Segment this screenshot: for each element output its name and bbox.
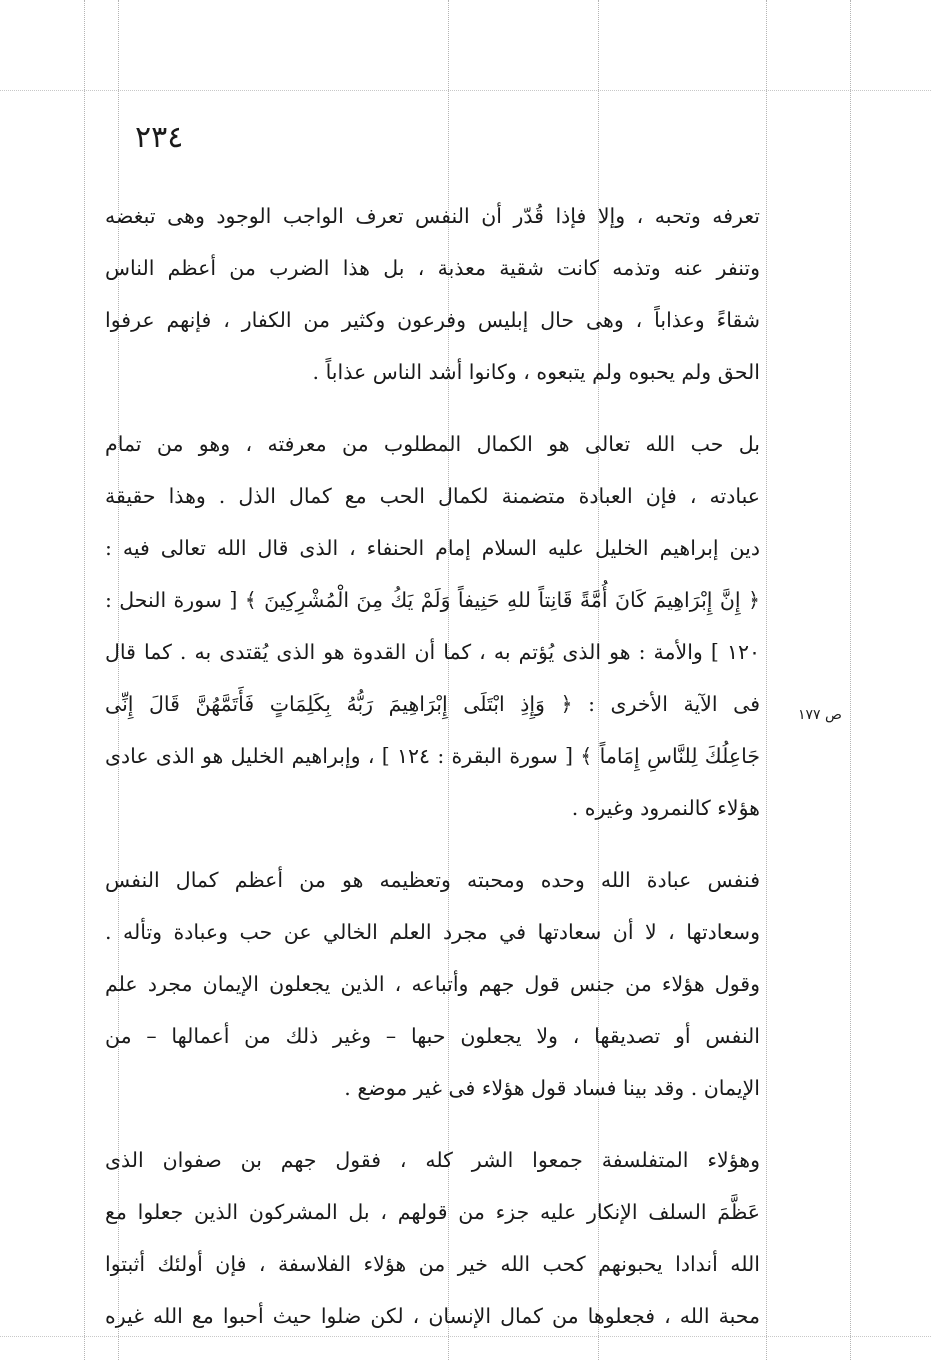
text-line: وهؤلاء المتفلسفة جمعوا الشر كله ، فقول جهم بن صفوان الذى <box>105 1148 760 1172</box>
guide-line <box>0 90 931 91</box>
guide-line <box>84 0 85 1360</box>
page-number: ٢٣٤ <box>135 120 184 155</box>
text-line: وسعادتها ، لا أن سعادتها في مجرد العلم الخالي عن حب وعبادة وتأله . <box>105 920 760 944</box>
paragraph <box>105 854 760 1114</box>
text-line: بل حب الله تعالى هو الكمال المطلوب من معرفته ، وهو من تمام <box>105 432 760 456</box>
paragraph <box>105 418 760 834</box>
text-line: دين إبراهيم الخليل عليه السلام إمام الحنفاء ، الذى قال الله تعالى فيه : <box>105 536 760 560</box>
text-line: عَظَّمَ السلف الإنكار عليه جزء من قولهم ، بل المشركون الذين جعلوا مع <box>105 1200 760 1224</box>
paragraph <box>105 190 760 398</box>
text-line: شقاءً وعذاباً ، وهى حال إبليس وفرعون وكثير من الكفار ، فإنهم عرفوا <box>105 308 760 332</box>
text-line: الإيمان . وقد بينا فساد قول هؤلاء فى غير موضع . <box>344 1076 760 1100</box>
text-line: فنفس عبادة الله وحده ومحبته وتعظيمه هو من أعظم كمال النفس <box>105 868 760 892</box>
quran-quote-line: ﴿ إِنَّ إِبْرَاهِيمَ كَانَ أُمَّةً قَانِتاً للهِ حَنِيفاً وَلَمْ يَكُ مِنَ الْمُشْرِكِينَ ﴾ [ سورة النحل : <box>105 588 760 612</box>
quran-quote-line: جَاعِلُكَ لِلنَّاسِ إِمَاماً ﴾ [ سورة البقرة : ١٢٤ ] ، وإبراهيم الخليل هو الذى عادى <box>105 744 760 768</box>
text-line: ١٢٠ ] والأمة : هو الذى يُؤتم به ، كما أن القدوة هو الذى يُقتدى به . كما قال <box>105 640 760 664</box>
text-line: محبة الله ، فجعلوها من كمال الإنسان ، لكن ضلوا حيث أحبوا مع الله غيره <box>105 1304 760 1328</box>
body-text <box>105 190 760 1342</box>
text-line: عبادته ، فإن العبادة متضمنة لكمال الحب مع كمال الذل . وهذا حقيقة <box>105 484 760 508</box>
text-line: هؤلاء كالنمرود وغيره . <box>571 796 760 820</box>
text-line: النفس أو تصديقها ، ولا يجعلون حبها – وغير ذلك من أعمالها – من <box>105 1024 760 1048</box>
text-line: وتنفر عنه وتذمه كانت شقية معذبة ، بل هذا الضرب من أعظم الناس <box>105 256 760 280</box>
guide-line <box>850 0 851 1360</box>
text-line: الحق ولم يحبوه ولم يتبعوه ، وكانوا أشد الناس عذاباً . <box>312 360 760 384</box>
text-line: تعرفه وتحبه ، وإلا فإذا قُدّر أن النفس تعرف الواجب الوجود وهى تبغضه <box>105 204 760 228</box>
text-line: الله أندادا يحبونهم كحب الله خير من هؤلاء الفلاسفة ، فإن أولئك أثبتوا <box>105 1252 760 1276</box>
guide-line <box>766 0 767 1360</box>
margin-page-reference: ص ١٧٧ <box>798 707 842 723</box>
quran-quote-line: فى الآية الأخرى : ﴿ وَإِذِ ابْتَلَى إِبْرَاهِيمَ رَبُّهُ بِكَلِمَاتٍ فَأَتَمَّهُنَّ قَالَ إِنِّى <box>105 692 760 716</box>
text-line: وقول هؤلاء من جنس قول جهم وأتباعه ، الذين يجعلون الإيمان مجرد علم <box>105 972 760 996</box>
paragraph <box>105 1134 760 1342</box>
